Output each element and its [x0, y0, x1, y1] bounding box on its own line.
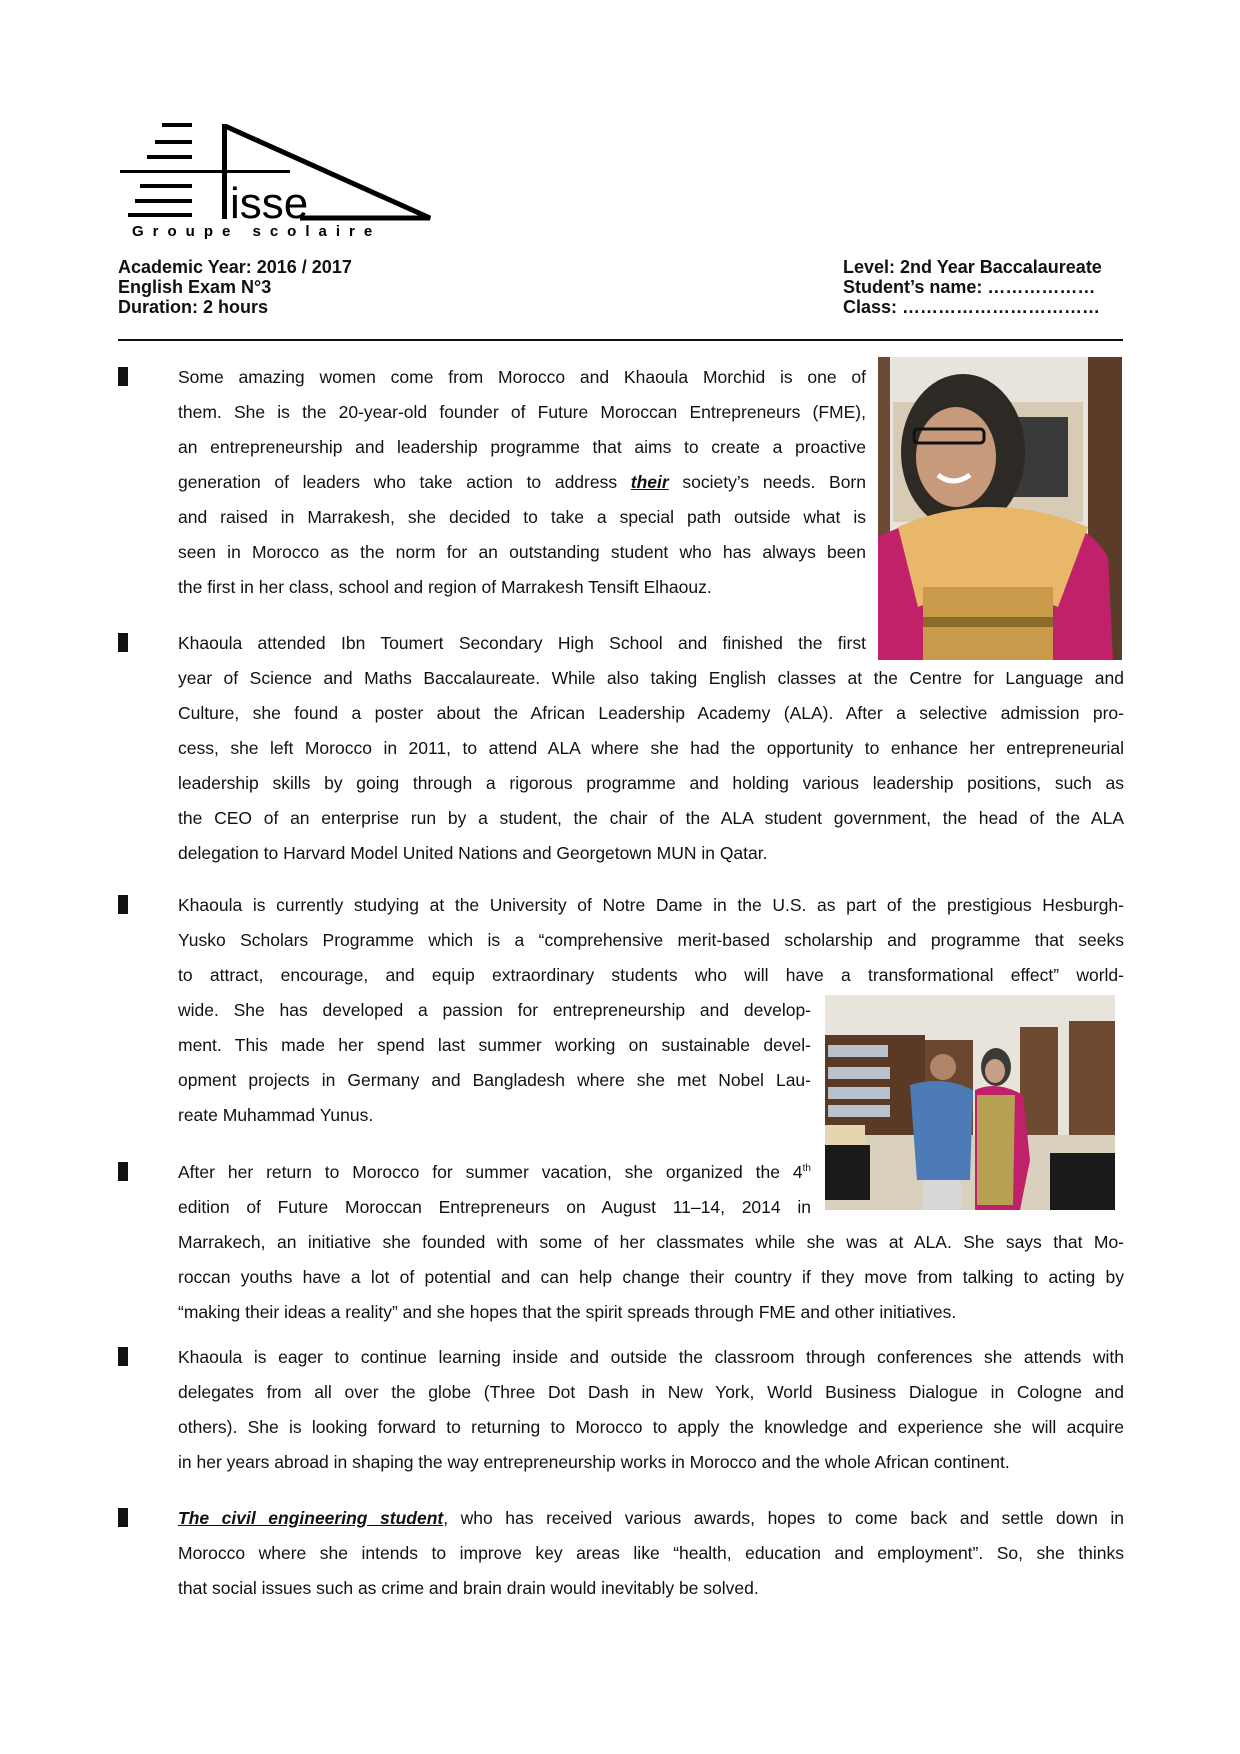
text-line: [178, 465, 866, 500]
text-line: opment projects in Germany and Bangladesh where she met Nobel Lau-: [178, 1069, 811, 1090]
text-line: the first in her class, school and region of Marrakesh Tensift Elhaouz.: [178, 576, 712, 597]
paragraph-6: [178, 1501, 1124, 1606]
text-line: the CEO of an enterprise run by a student, the chair of the ALA student government, the head of the ALA: [178, 807, 1124, 828]
text-line: year of Science and Maths Baccalaureate. While also taking English classes at the Centre for Language and: [178, 667, 1124, 688]
text-line: [178, 1155, 811, 1190]
exam-title: English Exam N°3: [118, 277, 272, 297]
text-line: edition of Future Moroccan Entrepreneurs on August 11–14, 2014 in: [178, 1196, 811, 1217]
text-line: Some amazing women come from Morocco and Khaoula Morchid is one of: [178, 366, 866, 387]
text-line: “making their ideas a reality” and she hopes that the spirit spreads through FME and other initiatives.: [178, 1301, 957, 1322]
student-name-field: Student’s name: ………………: [843, 277, 1096, 297]
text-line: [178, 1501, 1124, 1536]
text-line: others). She is looking forward to returning to Morocco to apply the knowledge and experience she will acquire: [178, 1416, 1124, 1437]
text-line: reate Muhammad Yunus.: [178, 1104, 374, 1125]
exam-info-left: [118, 257, 352, 317]
text-line: Khaoula attended Ibn Toumert Secondary High School and finished the first: [178, 632, 866, 653]
text-line: delegates from all over the globe (Three Dot Dash in New York, World Business Dialogue in Cologne and: [178, 1381, 1124, 1402]
emphasized-text: their: [630, 471, 669, 492]
paragraph-5: [178, 1340, 1124, 1480]
photo-khaoula-portrait: [878, 357, 1122, 660]
school-logo: [100, 110, 440, 240]
paragraph-marker: [118, 1162, 128, 1181]
text-line: Khaoula is eager to continue learning inside and outside the classroom through conferences she attends with: [178, 1346, 1124, 1367]
text-line: in her years abroad in shaping the way entrepreneurship works in Morocco and the whole African continent.: [178, 1451, 1010, 1472]
text-line: Morocco where she intends to improve key areas like “health, education and employment”. So, she thinks: [178, 1542, 1124, 1563]
text-segment: generation of leaders who take action to address: [178, 471, 631, 492]
text-line: Khaoula is currently studying at the University of Notre Dame in the U.S. as part of the prestigious Hesburgh-: [178, 894, 1124, 915]
svg-text:isse: isse: [230, 179, 309, 228]
text-line: and raised in Marrakesh, she decided to take a special path outside what is: [178, 506, 866, 527]
emphasized-text: The civil engineering student: [178, 1507, 444, 1528]
text-segment: society’s needs. Born: [668, 471, 866, 492]
level: Level: 2nd Year Baccalaureate: [843, 257, 1102, 277]
paragraph-1: [178, 360, 866, 605]
paragraph-marker: [118, 895, 128, 914]
text-line: them. She is the 20-year-old founder of Future Moroccan Entrepreneurs (FME),: [178, 401, 866, 422]
paragraph-3: [178, 888, 1124, 1133]
text-line: cess, she left Morocco in 2011, to attend ALA where she had the opportunity to enhance her entrepreneurial: [178, 737, 1124, 758]
paragraph-4: [178, 1155, 1124, 1330]
text-line: Marrakech, an initiative she founded with some of her classmates while she was at ALA. She says that Mo-: [178, 1231, 1124, 1252]
paragraph-marker: [118, 1347, 128, 1366]
text-line: Culture, she found a poster about the African Leadership Academy (ALA). After a selective admission pro-: [178, 702, 1124, 723]
superscript: th: [802, 1162, 811, 1174]
text-segment: After her return to Morocco for summer vacation, she organized the 4: [178, 1161, 803, 1182]
text-segment: , who has received various awards, hopes to come back and settle down in: [443, 1507, 1124, 1528]
paragraph-marker: [118, 633, 128, 652]
text-line: an entrepreneurship and leadership programme that aims to create a proactive: [178, 436, 866, 457]
text-line: leadership skills by going through a rigorous programme and holding various leadership positions, such as: [178, 772, 1124, 793]
paragraph-marker: [118, 367, 128, 386]
header-divider: [118, 339, 1123, 341]
text-line: ment. This made her spend last summer working on sustainable devel-: [178, 1034, 811, 1055]
paragraph-2: [178, 626, 1124, 871]
paragraph-marker: [118, 1508, 128, 1527]
academic-year: Academic Year: 2016 / 2017: [118, 257, 352, 277]
text-line: roccan youths have a lot of potential and can help change their country if they move from talking to acting by: [178, 1266, 1124, 1287]
duration: Duration: 2 hours: [118, 297, 269, 317]
text-line: delegation to Harvard Model United Nations and Georgetown MUN in Qatar.: [178, 842, 768, 863]
text-line: wide. She has developed a passion for entrepreneurship and develop-: [178, 999, 811, 1020]
svg-text:Groupe scolaire: Groupe scolaire: [132, 223, 382, 240]
text-line: seen in Morocco as the norm for an outstanding student who has always been: [178, 541, 866, 562]
class-field: Class: ……………………………: [843, 297, 1101, 317]
text-line: to attract, encourage, and equip extraordinary students who will have a transformational effect” world-: [178, 964, 1124, 985]
text-line: Yusko Scholars Programme which is a “comprehensive merit-based scholarship and programme that seeks: [178, 929, 1124, 950]
text-line: that social issues such as crime and brain drain would inevitably be solved.: [178, 1577, 759, 1598]
exam-info-right: [843, 257, 1102, 317]
